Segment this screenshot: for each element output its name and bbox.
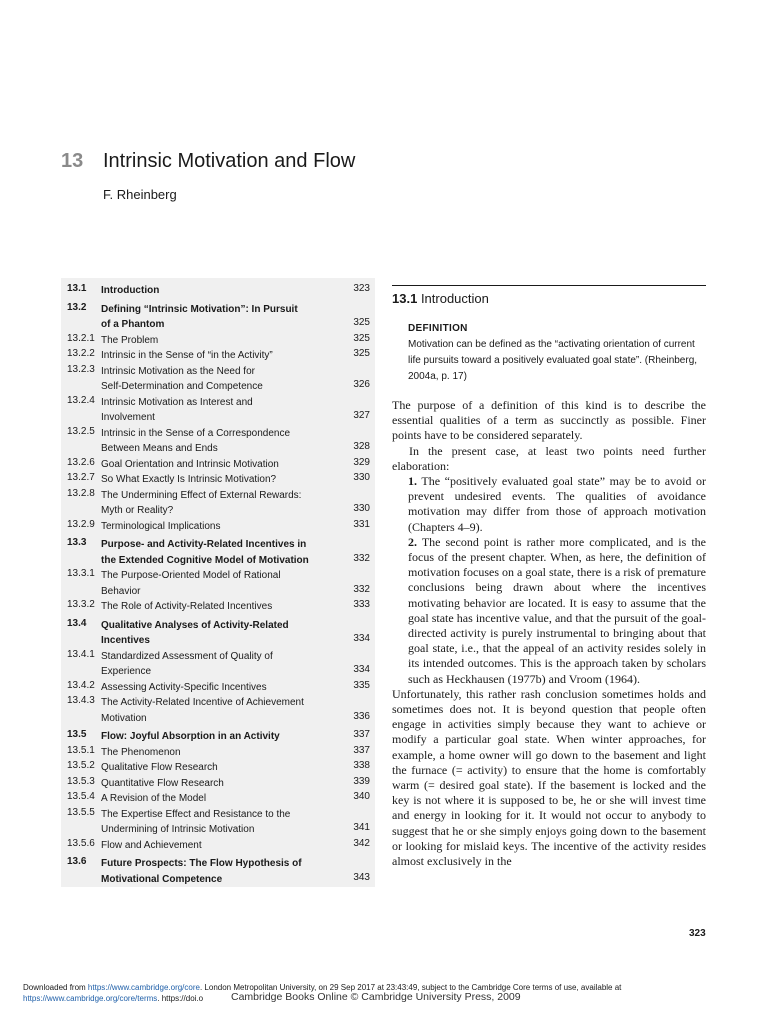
toc-entry-title bbox=[101, 856, 329, 887]
toc-entry-page: 343 bbox=[353, 871, 370, 883]
toc-entry-title bbox=[101, 283, 329, 299]
list-item-number: 1. bbox=[408, 474, 417, 489]
toc-entry-number: 13.2.6 bbox=[67, 456, 95, 468]
footer-line bbox=[23, 993, 753, 1004]
toc-entry-number: 13.1 bbox=[67, 283, 87, 294]
toc-entry-title-line: Flow: Joyful Absorption in an Activity bbox=[101, 731, 280, 742]
toc-entry-title-line: Standardized Assessment of Quality of bbox=[101, 650, 273, 662]
body-text bbox=[392, 398, 706, 869]
toc-entry-title bbox=[101, 364, 329, 395]
definition-text: Motivation can be defined as the “activating orientation of current life pursuits toward a positively evaluated goal state”. (Rheinberg, 2004a, p. 17) bbox=[408, 339, 698, 382]
toc-entry-page: 332 bbox=[353, 552, 370, 564]
toc-entry-page: 339 bbox=[353, 775, 370, 787]
toc-entry-page: 330 bbox=[353, 503, 370, 514]
definition-label: DEFINITION bbox=[408, 323, 468, 334]
chapter-author: F. Rheinberg bbox=[103, 187, 177, 202]
paragraph: Unfortunately, this rather rash conclusion sometimes holds and sometimes does not. It is beyond question that people often engage in activities simply because they want to achieve or modify a particular goal state. When winter approaches, for example, a home owner will go down to the basement and light the furnace (= activity) to ensure that the home is comfortably warm (= desired goal state). If the basement is locked and the key is not where it is supposed to be, he or she will invest time and energy in looking for it. It would not occur to anybody to suggest that he or she simply enjoys going down to the basement or looking for mislaid keys. The incentive of the activity resides almost exclusively in the bbox=[392, 686, 706, 869]
page-number: 323 bbox=[689, 928, 706, 939]
toc-entry-title bbox=[101, 472, 329, 488]
toc-entry-page: 325 bbox=[353, 348, 370, 359]
list-item bbox=[392, 474, 706, 535]
toc-entry-page: 327 bbox=[353, 410, 370, 421]
toc-entry-title bbox=[101, 537, 329, 568]
list-item bbox=[392, 535, 706, 687]
toc-entry-title-line: Intrinsic Motivation as the Need for bbox=[101, 365, 255, 377]
toc-entry-title-line: Behavior bbox=[101, 585, 141, 597]
toc-entry-title-line: Qualitative Analyses of Activity-Related bbox=[101, 619, 289, 631]
toc-entry-title-line: The Undermining Effect of External Rewards: bbox=[101, 489, 302, 501]
toc-entry-number: 13.2.4 bbox=[67, 394, 95, 406]
download-footer bbox=[23, 982, 753, 1004]
paragraph: In the present case, at least two points need further elaboration: bbox=[392, 443, 706, 473]
toc-entry-number: 13.5.2 bbox=[67, 760, 95, 771]
toc-entry-page: 341 bbox=[353, 822, 370, 833]
toc-entry-page: 330 bbox=[353, 472, 370, 483]
toc-entry-number: 13.5.1 bbox=[67, 744, 95, 756]
toc-entry-page: 323 bbox=[353, 283, 370, 294]
list-item-text: The second point is rather more complicated, and is the focus of the present chapter. When, as here, the definition of motivation focuses on a goal state, there is a risk of premature conclusions being drawn about where the incentives motivating behavior are located. It is easy to assume that the goal state has incentive value, and that the pursuit of the goal-directed activity is purely instrumental to bringing about that goal state, i.e., that the appeal of an activity resides solely in its intended outcomes. This is the approach taken by scholars such as Heckhausen (1977b) and Vroom (1964). bbox=[408, 534, 706, 686]
toc-entry-title bbox=[101, 776, 329, 792]
terms-link[interactable]: https://www.cambridge.org/core/terms bbox=[23, 994, 158, 1003]
toc-entry-page: 342 bbox=[353, 837, 370, 849]
toc-entry-title-line: of a Phantom bbox=[101, 319, 165, 330]
toc-entry-title bbox=[101, 838, 329, 854]
core-link[interactable]: https://www.cambridge.org/core bbox=[87, 983, 200, 992]
toc-entry-title-line: The Problem bbox=[101, 334, 159, 346]
toc-entry-number: 13.2.3 bbox=[67, 363, 95, 375]
toc-entry-title-line: Defining “Intrinsic Motivation”: In Pursuit bbox=[101, 303, 298, 315]
section-number: 13.1 bbox=[392, 291, 418, 306]
toc-entry-title bbox=[101, 568, 329, 599]
toc-entry-number: 13.2.8 bbox=[67, 487, 95, 499]
toc-entry-title-line: Self-Determination and Competence bbox=[101, 381, 263, 392]
toc-entry-title bbox=[101, 519, 329, 535]
toc-entry-number: 13.5.5 bbox=[67, 806, 95, 818]
paragraph: The purpose of a definition of this kind is to describe the essential qualities of a term as succinctly as possible. Finer points have to be considered separately. bbox=[392, 398, 706, 443]
toc-entry-title-line: The Activity-Related Incentive of Achievement bbox=[101, 697, 304, 708]
toc-entry-page: 340 bbox=[353, 791, 370, 802]
toc-entry-number: 13.2 bbox=[67, 301, 87, 313]
toc-entry-number: 13.4.2 bbox=[67, 679, 95, 691]
toc-entry-number: 13.4.3 bbox=[67, 695, 95, 706]
table-of-contents bbox=[61, 278, 375, 887]
toc-entry-title-line: Goal Orientation and Intrinsic Motivation bbox=[101, 458, 279, 470]
toc-entry-title-line: Intrinsic in the Sense of a Correspondence bbox=[101, 427, 290, 439]
toc-entry-title-line: Future Prospects: The Flow Hypothesis of bbox=[101, 858, 302, 869]
section-rule bbox=[392, 285, 706, 286]
toc-entry-title bbox=[101, 791, 329, 807]
footer-prefix: Downloaded from bbox=[23, 983, 88, 992]
toc-entry-title-line: Quantitative Flow Research bbox=[101, 777, 224, 789]
toc-entry-title-line: The Phenomenon bbox=[101, 746, 181, 758]
toc-entry-title-line: Myth or Reality? bbox=[101, 505, 174, 516]
toc-entry-number: 13.4.1 bbox=[67, 648, 95, 660]
toc-entry-number: 13.5.6 bbox=[67, 837, 95, 849]
toc-entry-number: 13.2.1 bbox=[67, 332, 95, 344]
toc-entry-page: 336 bbox=[353, 710, 370, 722]
toc-entry-title-line: Introduction bbox=[101, 285, 160, 296]
list-item-text: The “positively evaluated goal state” may be to avoid or prevent undesired events. The qualities of avoidance motivation may differ from those of approach motivation (Chapters 4–9). bbox=[408, 474, 706, 534]
toc-entry-title-line: Motivation bbox=[101, 712, 147, 724]
toc-entry-title bbox=[101, 760, 329, 776]
toc-entry-page: 329 bbox=[353, 456, 370, 468]
toc-entry-number: 13.5.4 bbox=[67, 791, 95, 802]
toc-entry-title-line: Assessing Activity-Specific Incentives bbox=[101, 681, 267, 693]
toc-entry-number: 13.3.2 bbox=[67, 599, 95, 610]
toc-entry-page: 325 bbox=[353, 332, 370, 344]
toc-entry-title bbox=[101, 426, 329, 457]
toc-entry-title bbox=[101, 680, 329, 696]
toc-entry-title bbox=[101, 745, 329, 761]
toc-entry-title-line: Purpose- and Activity-Related Incentives in bbox=[101, 539, 307, 550]
list-item-number: 2. bbox=[408, 534, 417, 549]
toc-entry-title bbox=[101, 599, 329, 615]
toc-entry-title-line: Involvement bbox=[101, 412, 155, 423]
toc-entry-title-line: Undermining of Intrinsic Motivation bbox=[101, 824, 255, 835]
toc-entry-title bbox=[101, 649, 329, 680]
toc-entry-page: 326 bbox=[353, 379, 370, 390]
toc-entry-number: 13.2.7 bbox=[67, 472, 95, 483]
toc-entry-title bbox=[101, 302, 329, 333]
toc-entry-title-line: Incentives bbox=[101, 635, 150, 646]
toc-entry-number: 13.2.9 bbox=[67, 518, 95, 530]
toc-entry-page: 325 bbox=[353, 317, 370, 328]
toc-entry-title-line: Terminological Implications bbox=[101, 520, 221, 532]
toc-entry-title-line: The Purpose-Oriented Model of Rational bbox=[101, 570, 281, 581]
toc-entry-page: 333 bbox=[353, 599, 370, 610]
toc-entry-title-line: Between Means and Ends bbox=[101, 443, 218, 454]
toc-entry-number: 13.2.2 bbox=[67, 348, 95, 359]
toc-entry-number: 13.2.5 bbox=[67, 425, 95, 437]
footer-text: . https://doi.o bbox=[157, 994, 204, 1003]
toc-entry-title-line: the Extended Cognitive Model of Motivation bbox=[101, 554, 309, 566]
footer-credit: Cambridge Books Online © Cambridge University Press, 2009 bbox=[231, 991, 521, 1003]
toc-entry-title-line: Flow and Achievement bbox=[101, 839, 202, 851]
toc-entry-title bbox=[101, 457, 329, 473]
toc-entry-number: 13.3.1 bbox=[67, 568, 95, 579]
toc-entry-page: 337 bbox=[353, 744, 370, 756]
toc-entry-number: 13.4 bbox=[67, 617, 87, 629]
toc-entry-number: 13.5 bbox=[67, 729, 87, 740]
toc-entry-title-line: Motivational Competence bbox=[101, 873, 223, 885]
toc-entry-title bbox=[101, 488, 329, 519]
toc-entry-title bbox=[101, 348, 329, 364]
toc-entry-page: 332 bbox=[353, 583, 370, 595]
toc-entry-title-line: So What Exactly Is Intrinsic Motivation? bbox=[101, 474, 277, 485]
section-heading bbox=[392, 291, 489, 306]
toc-entry-title bbox=[101, 807, 329, 838]
toc-entry-page: 334 bbox=[353, 633, 370, 644]
toc-entry-page: 331 bbox=[353, 518, 370, 530]
toc-entry-page: 328 bbox=[353, 441, 370, 452]
toc-entry-title-line: The Expertise Effect and Resistance to the bbox=[101, 808, 291, 820]
toc-entry-page: 338 bbox=[353, 760, 370, 771]
definition-box bbox=[408, 323, 708, 385]
toc-entry-title bbox=[101, 618, 329, 649]
toc-entry-number: 13.5.3 bbox=[67, 775, 95, 787]
toc-entry-page: 337 bbox=[353, 729, 370, 740]
toc-entry-title-line: Experience bbox=[101, 666, 152, 677]
toc-entry-title-line: Intrinsic Motivation as Interest and bbox=[101, 396, 253, 408]
chapter-title: Intrinsic Motivation and Flow bbox=[103, 150, 356, 172]
toc-entry-title-line: Intrinsic in the Sense of “in the Activity” bbox=[101, 350, 273, 361]
footer-text: . London Metropolitan University, on 29 Sep 2017 at 23:43:49, subject to the Cambridge Core terms of use, available at bbox=[199, 983, 622, 992]
toc-entry-title bbox=[101, 729, 329, 745]
toc-entry-title bbox=[101, 695, 329, 726]
toc-entry-title bbox=[101, 333, 329, 349]
toc-entry-title-line: Qualitative Flow Research bbox=[101, 762, 218, 773]
toc-entry-page: 335 bbox=[353, 679, 370, 691]
chapter-number: 13 bbox=[61, 150, 84, 172]
section-title: Introduction bbox=[420, 291, 489, 306]
toc-entry-page: 334 bbox=[353, 664, 370, 675]
toc-entry-title-line: The Role of Activity-Related Incentives bbox=[101, 601, 273, 612]
toc-entry-title bbox=[101, 395, 329, 426]
toc-entry-title-line: A Revision of the Model bbox=[101, 793, 207, 804]
toc-entry-number: 13.3 bbox=[67, 537, 87, 548]
toc-entry-number: 13.6 bbox=[67, 856, 87, 867]
